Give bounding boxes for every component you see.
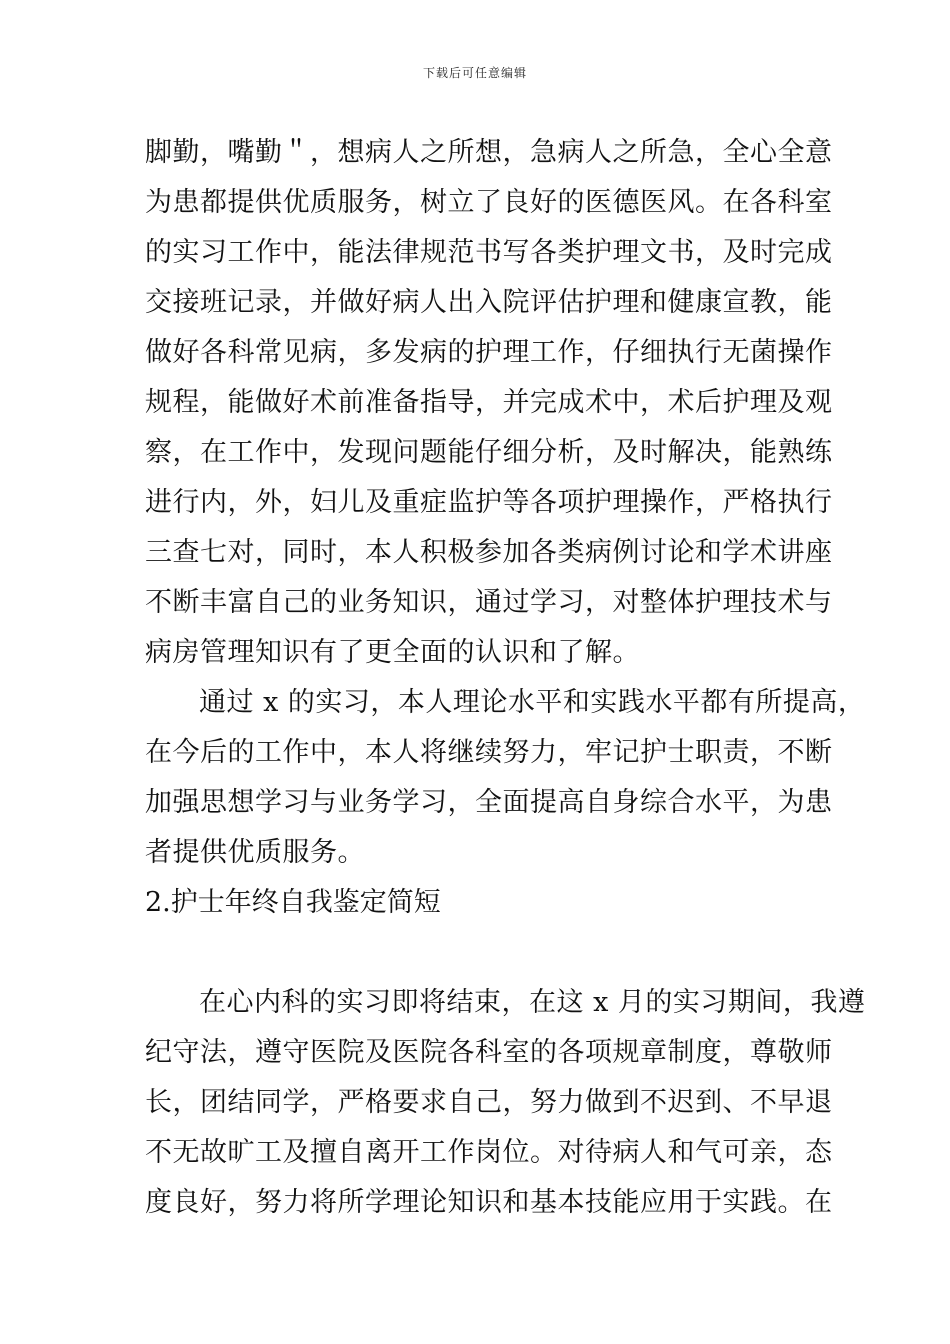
header-note: 下载后可任意编辑: [422, 66, 527, 80]
text-line: 在今后的工作中，本人将继续努力，牢记护士职责，不断: [145, 737, 833, 768]
text-line: 不断丰富自己的业务知识，通过学习，对整体护理技术与: [145, 587, 833, 618]
text-line: 度良好，努力将所学理论知识和基本技能应用于实践。在: [145, 1187, 833, 1218]
document-body: [145, 128, 866, 1228]
text-line: 脚勤，嘴勤＂，想病人之所想，急病人之所急，全心全意: [145, 137, 833, 168]
text-line: 做好各科常见病，多发病的护理工作，仔细执行无菌操作: [145, 337, 833, 368]
text-line: 为患都提供优质服务，树立了良好的医德医风。在各科室: [145, 187, 833, 218]
paragraph-3: [145, 978, 866, 1228]
text-line: 在心内科的实习即将结束，在这 x 月的实习期间，我遵: [199, 987, 866, 1018]
text-line: 交接班记录，并做好病人出入院评估护理和健康宣教，能: [145, 287, 833, 318]
text-line: 长，团结同学，严格要求自己，努力做到不迟到、不早退: [145, 1087, 833, 1118]
paragraph-2: [145, 678, 866, 878]
section-heading: 2.护士年终自我鉴定简短: [145, 887, 441, 918]
text-line: 察，在工作中，发现问题能仔细分析，及时解决，能熟练: [145, 437, 833, 468]
text-line: 病房管理知识有了更全面的认识和了解。: [145, 637, 640, 668]
text-line: 三查七对，同时，本人积极参加各类病例讨论和学术讲座: [145, 537, 833, 568]
paragraph-1: [145, 128, 833, 678]
text-line: 进行内，外，妇儿及重症监护等各项护理操作，严格执行: [145, 487, 833, 518]
text-line: 加强思想学习与业务学习，全面提高自身综合水平，为患: [145, 787, 833, 818]
text-line: 不无故旷工及擅自离开工作岗位。对待病人和气可亲，态: [145, 1137, 833, 1168]
text-line: 的实习工作中，能法律规范书写各类护理文书，及时完成: [145, 237, 833, 268]
text-line: 者提供优质服务。: [145, 837, 365, 868]
text-line: 通过 x 的实习，本人理论水平和实践水平都有所提高，: [199, 687, 866, 718]
text-line: 纪守法，遵守医院及医院各科室的各项规章制度，尊敬师: [145, 1037, 833, 1068]
text-line: 规程，能做好术前准备指导，并完成术中，术后护理及观: [145, 387, 833, 418]
